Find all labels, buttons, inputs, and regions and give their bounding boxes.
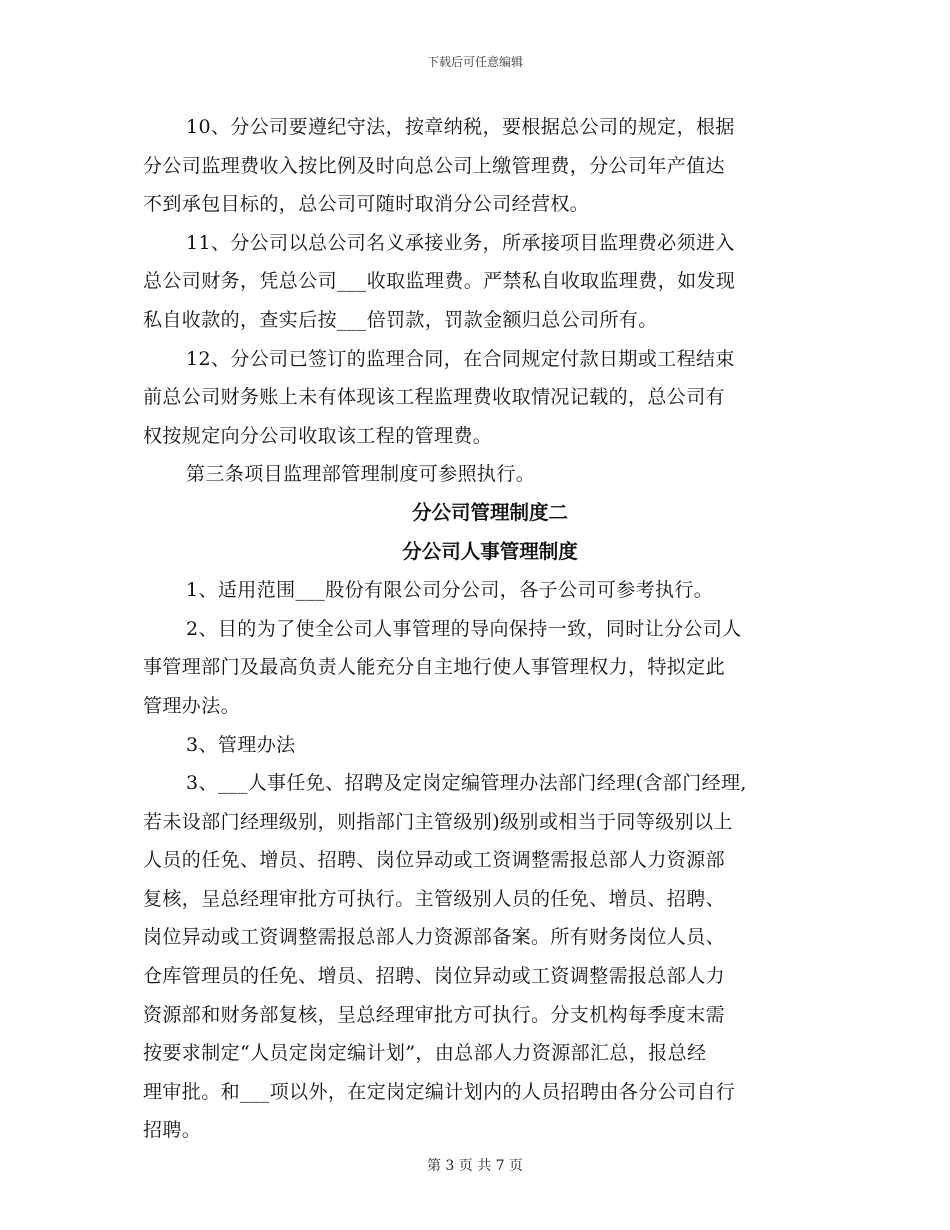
paragraph-line: 11、分公司以总公司名义承接业务，所承接项目监理费必须进入 (186, 231, 735, 254)
paragraph-line: 1、适用范围___股份有限公司分公司，各子公司可参考执行。 (186, 579, 714, 602)
paragraph-line: 2、目的为了使全公司人事管理的导向保持一致，同时让分公司人 (186, 617, 742, 640)
paragraph-line: 不到承包目标的，总公司可随时取消分公司经营权。 (143, 193, 590, 216)
section-paragraphs-1 (143, 108, 823, 494)
document-body (143, 108, 823, 1150)
paragraph-line: 若未设部门经理级别，则指部门主管级别)级别或相当于同等级别以上 (143, 810, 733, 833)
paragraph-line: 3、管理办法 (186, 733, 296, 756)
section-paragraphs-2 (143, 571, 823, 1150)
paragraph-line: 人员的任免、增员、招聘、岗位异动或工资调整需报总部人力资源部 (143, 849, 726, 872)
section-subtitle: 分公司人事管理制度 (402, 539, 578, 563)
paragraph-line: 10、分公司要遵纪守法，按章纳税，要根据总公司的规定，根据 (186, 116, 735, 138)
paragraph-line: 管理办法。 (143, 694, 241, 717)
paragraph-line: 分公司监理费收入按比例及时向总公司上缴管理费，分公司年产值达 (143, 154, 726, 177)
paragraph-line: 按要求制定“人员定岗定编计划”，由总部人力资源部汇总，报总经 (143, 1042, 707, 1065)
paragraph-line: 12、分公司已签订的监理合同，在合同规定付款日期或工程结束 (186, 347, 735, 370)
paragraph-line: 理审批。和___项以外，在定岗定编计划内的人员招聘由各分公司自行 (143, 1080, 736, 1103)
paragraph-line: 复核，呈总经理审批方可执行。主管级别人员的任免、增员、招聘、 (143, 887, 726, 910)
section-title: 分公司管理制度二 (411, 500, 568, 524)
paragraph-line: 资源部和财务部复核，呈总经理审批方可执行。分支机构每季度末需 (143, 1003, 726, 1026)
paragraph-line: 前总公司财务账上未有体现该工程监理费收取情况记载的，总公司有 (143, 386, 726, 409)
paragraph-line: 权按规定向分公司收取该工程的管理费。 (143, 424, 493, 447)
page-header: 下载后可任意编辑 (426, 55, 523, 69)
page-footer: 第 3 页 共 7 页 (426, 1158, 524, 1174)
paragraph-line: 总公司财务，凭总公司___收取监理费。严禁私自收取监理费，如发现 (143, 270, 736, 293)
paragraph-line: 事管理部门及最高负责人能充分自主地行使人事管理权力，特拟定此 (143, 656, 726, 679)
paragraph-line: 私自收款的，查实后按___倍罚款，罚款金额归总公司所有。 (143, 308, 658, 331)
paragraph-line: 第三条项目监理部管理制度可参照执行。 (186, 463, 536, 486)
paragraph-line: 3、___人事任免、招聘及定岗定编管理办法部门经理(含部门经理, (186, 772, 747, 795)
paragraph-line: 仓库管理员的任免、增员、招聘、岗位异动或工资调整需报总部人力 (143, 965, 726, 988)
paragraph-line: 招聘。 (143, 1119, 202, 1142)
paragraph-line: 岗位异动或工资调整需报总部人力资源部备案。所有财务岗位人员、 (143, 926, 726, 949)
